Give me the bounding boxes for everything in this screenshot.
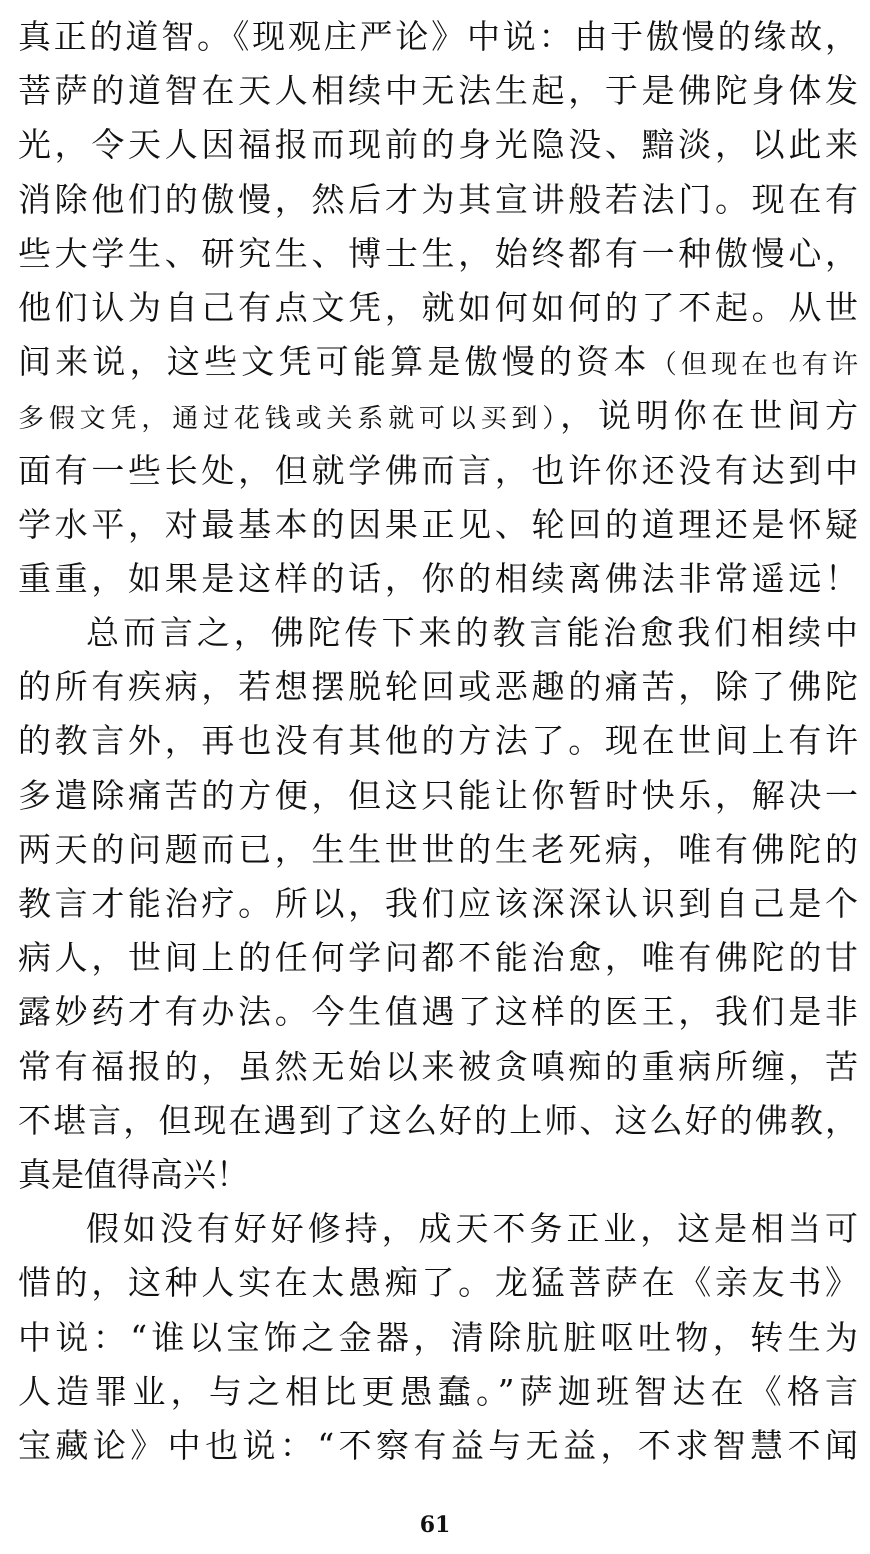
text-line: 些大学生、研究生、博士生，始终都有一种傲慢心，: [18, 233, 858, 273]
text-line: 教言才能治疗。所以，我们应该深深认识到自己是个: [18, 884, 858, 923]
text-line: 中说：“谁以宝饰之金器，清除肮脏呕吐物，转生为: [18, 1317, 858, 1357]
text-line: 菩萨的道智在天人相续中无法生起，于是佛陀身体发: [18, 71, 858, 111]
text-line: 真正的道智。《现观庄严论》中说：由于傲慢的缘故，: [18, 17, 858, 56]
text-line: 的所有疾病，若想摆脱轮回或恶趣的痛苦，除了佛陀: [18, 667, 858, 707]
paragraph-first-line: 总而言之，佛陀传下来的教言能治愈我们相续中: [86, 613, 858, 653]
text-line: 人造罪业，与之相比更愚蠢。”萨迦班智达在《格言: [18, 1371, 858, 1411]
text-line-with-note: [18, 335, 858, 389]
text-line: 学水平，对最基本的因果正见、轮回的道理还是怀疑: [18, 504, 858, 544]
text-line: 他们认为自己有点文凭，就如何如何的了不起。从世: [18, 287, 858, 327]
main-text: 间来说，这些文凭可能算是傲慢的资本: [18, 342, 651, 382]
inline-note: 多假文凭，通过花钱或关系就可以买到）: [18, 404, 561, 435]
inline-note: （但现在也有许: [650, 350, 858, 381]
text-line-with-note: [18, 389, 858, 443]
text-line: 多遣除痛苦的方便，但这只能让你暂时快乐，解决一: [18, 775, 858, 815]
text-line: 面有一些长处，但就学佛而言，也许你还没有达到中: [18, 450, 858, 490]
text-line: 露妙药才有办法。今生值遇了这样的医王，我们是非: [18, 992, 858, 1032]
text-line: 不堪言，但现在遇到了这么好的上师、这么好的佛教，: [18, 1100, 858, 1140]
page-number: 61: [419, 1512, 451, 1538]
paragraph-first-line: 假如没有好好修持，成天不务正业，这是相当可: [86, 1209, 858, 1249]
text-line: 光，令天人因福报而现前的身光隐没、黯淡，以此来: [18, 125, 858, 165]
text-line: 重重，如果是这样的话，你的相续离佛法非常遥远！: [18, 558, 858, 598]
text-line: 惜的，这种人实在太愚痴了。龙猛菩萨在《亲友书》: [18, 1263, 858, 1303]
page-body: [18, 10, 858, 1473]
paragraph-last-line: 真是值得高兴！: [18, 1154, 249, 1194]
text-line: 病人，世间上的任何学问都不能治愈，唯有佛陀的甘: [18, 938, 858, 978]
text-line: 消除他们的傲慢，然后才为其宣讲般若法门。现在有: [18, 179, 858, 219]
main-text: ，说明你在世间方: [560, 396, 858, 436]
text-line: 的教言外，再也没有其他的方法了。现在世间上有许: [18, 721, 858, 761]
text-line: 两天的问题而已，生生世世的生老死病，唯有佛陀的: [18, 829, 858, 869]
text-line: 宝藏论》中也说：“不察有益与无益，不求智慧不闻: [18, 1425, 858, 1465]
text-line: 常有福报的，虽然无始以来被贪嗔痴的重病所缠，苦: [18, 1046, 858, 1086]
